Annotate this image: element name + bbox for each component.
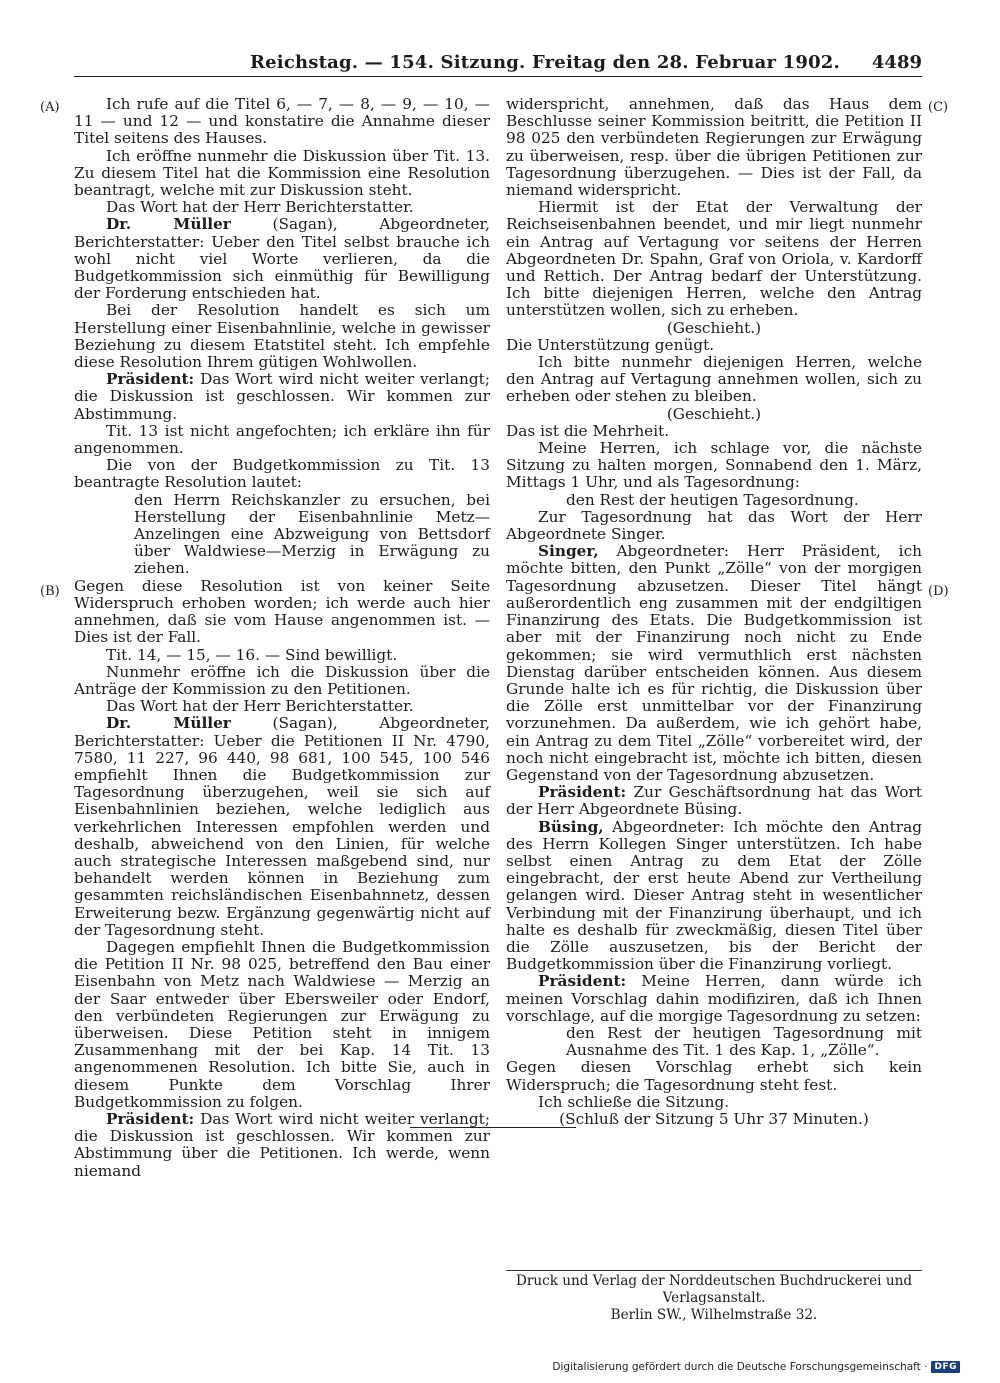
digitization-credit	[552, 1361, 960, 1373]
speech-text: Das Wort wird nicht weiter verlangt; die Diskussion ist geschlossen. Wir kommen zur Abstimmung über die Petitionen. Ich werde, wenn niemand	[74, 1109, 490, 1180]
speech-paragraph	[506, 819, 922, 974]
imprint-divider	[506, 1270, 922, 1271]
printer-imprint	[506, 1273, 922, 1324]
speaker-name: Singer,	[538, 542, 599, 561]
paragraph: Die Unterstützung genügt.	[506, 335, 715, 354]
page-header	[74, 50, 922, 77]
paragraph: Ich bitte nunmehr diejenigen Herren, welche den Antrag auf Vertagung annehmen wollen, sich zu erheben oder stehen zu bleiben.	[506, 353, 922, 406]
imprint-line: Druck und Verlag der Norddeutschen Buchdruckerei und Verlagsanstalt.	[515, 1273, 913, 1306]
margin-marker-d: (D)	[928, 584, 949, 599]
paragraph: widerspricht, annehmen, daß das Haus dem Beschlusse seiner Kommission beitritt, die Petition II 98 025 den verbündeten Regierungen zur Erwägung zu überweisen, resp. über die übrigen Petitionen zur Tagesordnung überzugehen. — Dies ist der Fall, da niemand widerspricht.	[506, 95, 922, 200]
paragraph: Tit. 13 ist nicht angefochten; ich erkläre ihn für angenommen.	[74, 421, 490, 458]
stage-direction: (Geschieht.)	[666, 404, 762, 423]
speech-text: Abgeordneter: Herr Präsident, ich möchte bitten, den Punkt „Zölle“ von der morgigen Tagesordnung abzusetzen. Dieser Titel hängt außerordentlich eng zusammen mit der endgiltigen Finanzirung des Etats. Die Budgetkommission ist aber mit der Finanzirung noch nicht zu Ende gekommen; sie wird vermuthlich erst nächsten Dienstag darüber entscheiden können. Aus diesem Grunde halte ich es für richtig, die Diskussion über die Zölle erst unmittelbar vor der Finanzirung vorzunehmen. Da außerdem, wie ich gehört habe, ein Antrag zu dem Titel „Zölle“ vorbereitet wird, der noch nicht eingebracht ist, möchte ich bitten, diesen Gegenstand von der Tagesordnung abzusetzen.	[506, 542, 922, 784]
paragraph: Das Wort hat der Herr Berichterstatter.	[106, 198, 414, 217]
margin-marker-b: (B)	[40, 584, 60, 599]
paragraph: Gegen diesen Vorschlag erhebt sich kein Widerspruch; die Tagesordnung steht fest.	[506, 1058, 922, 1094]
stage-direction: (Schluß der Sitzung 5 Uhr 37 Minuten.)	[559, 1109, 869, 1128]
speaker-name: Präsident:	[106, 370, 195, 389]
resolution-quote: den Herrn Reichskanzler zu ersuchen, bei Herstellung der Eisenbahnlinie Metz—Anzelingen eine Abzweigung von Bettsdorf über Waldwiese—Merzig in Erwägung zu ziehen.	[134, 490, 490, 578]
paragraph: Bei der Resolution handelt es sich um Herstellung einer Eisenbahnlinie, welche in gewisser Beziehung zu diesem Etatstitel steht. Ich empfehle diese Resolution Ihrem gütigen Wohlwollen.	[74, 301, 490, 372]
speech-paragraph	[74, 371, 490, 423]
speech-text: (Sagan), Abgeordneter, Berichterstatter: Ueber die Petitionen II Nr. 4790, 7580, 11 227, 96 440, 98 681, 100 545, 100 546 empfiehlt Ihnen die Budgetkommission zur Tagesordnung überzugehen, weil sie sich auf Eisenbahnlinien beziehen, welche lediglich aus verkehrlichen Interessen empfohlen werden und deshalb, abweichend von den Linien, für welche auch strategische Interessen maßgebend sind, nur behandelt werden können in Beziehung zum gesammten reichsländischen Eisenbahnnetz, dessen Erweiterung bezw. Ergänzung gegenwärtig nicht auf der Tagesordnung steht.	[74, 714, 490, 939]
paragraph: Gegen diese Resolution ist von keiner Seite Widerspruch erhoben worden; ich werde auch hier annehmen, daß sie vom Hause angenommen ist. — Dies ist der Fall.	[74, 576, 490, 647]
speech-paragraph	[74, 715, 490, 939]
speaker-name: Präsident:	[538, 783, 627, 802]
speech-paragraph	[506, 543, 922, 784]
speech-text: (Sagan), Abgeordneter, Berichterstatter: Ueber den Titel selbst brauche ich wohl nicht viel Worte verlieren, da die Budgetkommission sich einmüthig für Bewilligung der Forderung entschieden hat.	[74, 215, 490, 303]
speaker-name: Dr. Müller	[106, 714, 231, 733]
agenda-quote: den Rest der heutigen Tagesordnung mit Ausnahme des Tit. 1 des Kap. 1, „Zölle“.	[566, 1023, 922, 1060]
paragraph: Das Wort hat der Herr Berichterstatter.	[106, 697, 414, 716]
margin-marker-c: (C)	[928, 100, 949, 115]
paragraph: Nunmehr eröffne ich die Diskussion über die Anträge der Kommission zu den Petitionen.	[74, 662, 490, 698]
speech-paragraph	[506, 784, 922, 818]
paragraph: Hiermit ist der Etat der Verwaltung der Reichseisenbahnen beendet, und mir liegt nunmehr ein Antrag auf Vertagung vor seitens der Herren Abgeordneten Dr. Spahn, Graf von Oriola, v. Kardorff und Rettich. Der Antrag bedarf der Unterstützung. Ich bitte diejenigen Herren, welche den Antrag unterstützen wollen, sich zu erheben.	[506, 198, 922, 320]
paragraph: Tit. 14, — 15, — 16. — Sind bewilligt.	[106, 645, 398, 664]
agenda-quote: den Rest der heutigen Tagesordnung.	[566, 490, 859, 509]
paragraph: Das ist die Mehrheit.	[506, 421, 670, 440]
speaker-name: Präsident:	[106, 1109, 195, 1128]
paragraph: Die von der Budgetkommission zu Tit. 13 beantragte Resolution lautet:	[74, 456, 490, 492]
speech-text: Meine Herren, dann würde ich meinen Vorschlag dahin modifiziren, daß ich Ihnen vorschlage, auf die morgige Tagesordnung zu setzen:	[506, 972, 922, 1025]
paragraph: Ich rufe auf die Titel 6, — 7, — 8, — 9, — 10, — 11 — und 12 — und konstatire die Annahme dieser Titel seitens des Hauses.	[74, 95, 490, 148]
paragraph: Ich eröffne nunmehr die Diskussion über Tit. 13. Zu diesem Titel hat die Kommission eine Resolution beantragt, welche mit zur Diskussion steht.	[74, 146, 490, 200]
stage-direction: (Geschieht.)	[666, 318, 762, 337]
paragraph: Ich schließe die Sitzung.	[538, 1092, 730, 1111]
speaker-name: Büsing,	[538, 817, 604, 836]
paragraph: Dagegen empfiehlt Ihnen die Budgetkommission die Petition II Nr. 98 025, betreffend den Bau einer Eisenbahn von Metz nach Waldwiese — Merzig an der Saar entweder über Ebersweiler oder Endorf, den verbündeten Regierungen zur Erwägung zu überweisen. Diese Petition steht in innigem Zusammenhang mit der bei Kap. 14 Tit. 13 angenommenen Resolution. Ich bitte Sie, auch in diesem Punkte dem Vorschlag Ihrer Budgetkommission zu folgen.	[74, 937, 490, 1111]
paragraph: Zur Tagesordnung hat das Wort der Herr Abgeordnete Singer.	[506, 507, 922, 544]
page-running-title: Reichstag. — 154. Sitzung. Freitag den 28. Februar 1902.	[250, 52, 840, 73]
closing-rule	[410, 1127, 576, 1128]
speaker-name: Präsident:	[538, 972, 627, 991]
paragraph: Meine Herren, ich schlage vor, die nächste Sitzung zu halten morgen, Sonnabend den 1. März, Mittags 1 Uhr, und als Tagesordnung:	[506, 439, 922, 492]
credit-text: Digitalisierung gefördert durch die Deutsche Forschungsgemeinschaft ·	[552, 1361, 928, 1373]
left-column	[74, 96, 490, 1180]
margin-marker-a: (A)	[40, 100, 60, 115]
speech-text: Abgeordneter: Ich möchte den Antrag des Herrn Kollegen Singer unterstützen. Ich habe selbst einen Antrag zu dem Etat der Zölle eingebracht, der erst heute Abend zur Vertheilung gelangen wird. Dieser Antrag steht in wesentlicher Verbindung mit der Finanzirung überhaupt, und ich halte es deshalb für zweckmäßig, diesen Titel über die Zölle auszusetzen, bis der Bericht der Budgetkommission über die Finanzirung vorliegt.	[506, 817, 922, 974]
speech-paragraph	[74, 216, 490, 302]
page-number: 4489	[871, 52, 922, 73]
speech-paragraph	[74, 1111, 490, 1180]
speaker-name: Dr. Müller	[106, 215, 231, 234]
speech-text: Zur Geschäftsordnung hat das Wort der Herr Abgeordnete Büsing.	[506, 783, 922, 819]
speech-paragraph	[506, 973, 922, 1025]
imprint-line: Berlin SW., Wilhelmstraße 32.	[610, 1307, 818, 1323]
dfg-logo-icon: DFG	[931, 1361, 960, 1373]
speech-text: Das Wort wird nicht weiter verlangt; die Diskussion ist geschlossen. Wir kommen zur Abstimmung.	[74, 370, 490, 423]
right-column	[506, 96, 922, 1128]
